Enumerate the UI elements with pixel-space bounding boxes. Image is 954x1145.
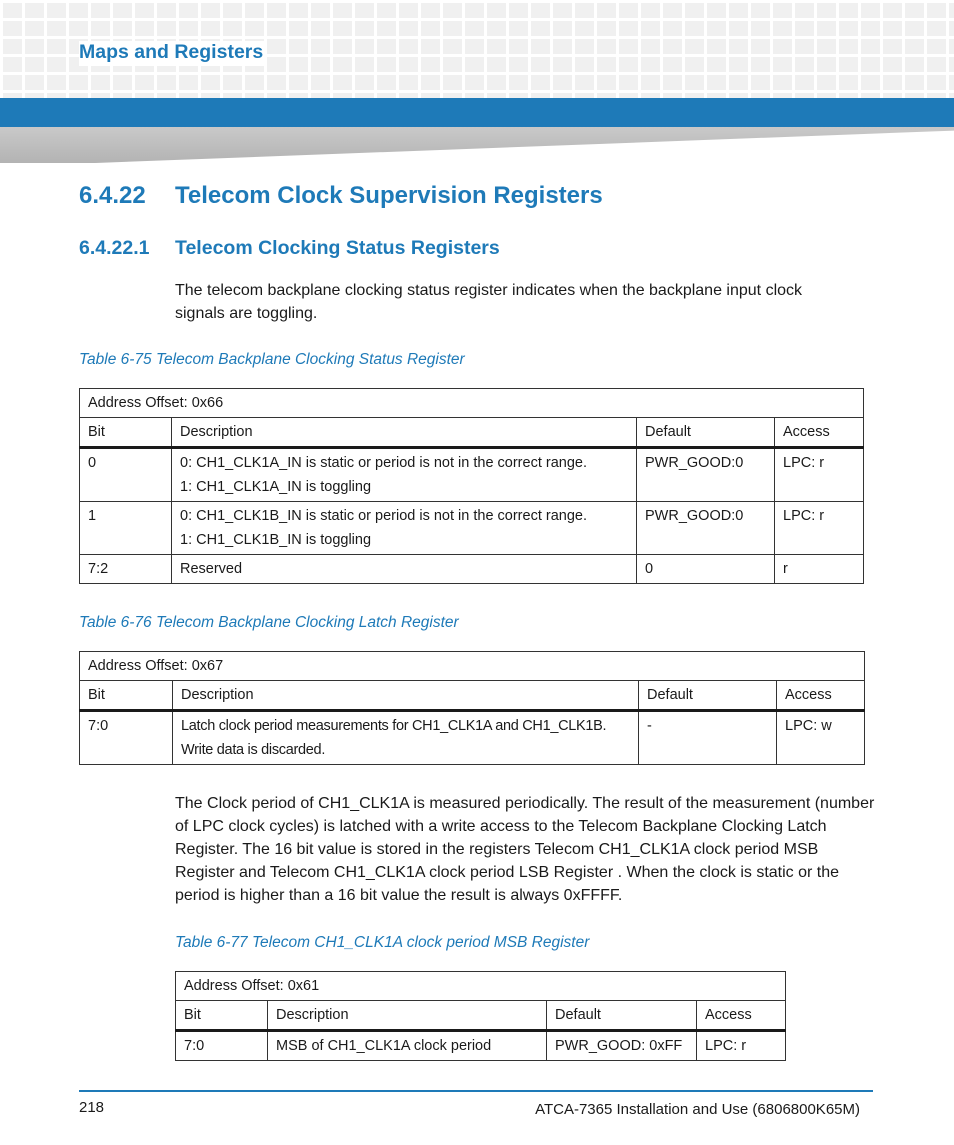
access-cell: LPC: r [697, 1031, 786, 1061]
latch-register-table [79, 651, 865, 765]
table-header-row [176, 1001, 786, 1031]
table-row [80, 555, 864, 584]
default-cell: 0 [637, 555, 775, 584]
table-row [80, 448, 864, 502]
header-description: Description [268, 1001, 547, 1031]
header-access: Access [777, 681, 865, 711]
heading-number: 6.4.22 [79, 182, 146, 209]
table3-caption: Table 6-77 Telecom CH1_CLK1A clock period MSB Register [175, 934, 590, 951]
bit-cell: 7:0 [176, 1031, 268, 1061]
header-description: Description [172, 418, 637, 448]
page-number: 218 [79, 1099, 105, 1116]
description-line: 1: CH1_CLK1A_IN is toggling [180, 479, 372, 495]
heading-text: Telecom Clocking Status Registers [175, 237, 500, 259]
access-cell: r [775, 555, 864, 584]
table-row [176, 1031, 786, 1061]
header-default: Default [547, 1001, 697, 1031]
body-paragraph: The Clock period of CH1_CLK1A is measured periodically. The result of the measurement (number of LPC clock cycles) is latched with a write access to the Telecom Backplane Clocking Latch Register. The 16 bit value is stored in the registers Telecom CH1_CLK1A clock period MSB Register and Telecom CH1_CLK1A clock period LSB Register . When the clock is static or the period is higher than a 16 bit value the result is always 0xFFFF. [175, 795, 875, 904]
table-row [80, 502, 864, 555]
access-cell: LPC: r [775, 502, 864, 555]
description-cell: MSB of CH1_CLK1A clock period [268, 1031, 547, 1061]
description-line: 0: CH1_CLK1B_IN is static or period is not in the correct range. [180, 508, 587, 524]
header-blue-band [0, 98, 954, 127]
table-row [80, 711, 865, 765]
description-cell [173, 711, 639, 765]
bit-cell: 7:2 [80, 555, 172, 584]
table-header-row [80, 681, 865, 711]
table-header-row [80, 418, 864, 448]
default-cell: - [639, 711, 777, 765]
intro-paragraph: The telecom backplane clocking status register indicates when the backplane input clock signals are toggling. [175, 282, 803, 322]
address-offset: Address Offset: 0x67 [80, 652, 865, 681]
address-offset: Address Offset: 0x61 [176, 972, 786, 1001]
header-bit: Bit [176, 1001, 268, 1031]
description-line: 0: CH1_CLK1A_IN is static or period is not in the correct range. [180, 455, 587, 471]
bit-cell: 0 [80, 448, 172, 502]
heading-text: Telecom Clock Supervision Registers [175, 182, 603, 209]
description-cell: Reserved [172, 555, 637, 584]
section-title: Maps and Registers [79, 41, 265, 66]
bit-cell: 7:0 [80, 711, 173, 765]
access-cell: LPC: w [777, 711, 865, 765]
header-access: Access [697, 1001, 786, 1031]
default-cell: PWR_GOOD:0 [637, 448, 775, 502]
table2-caption: Table 6-76 Telecom Backplane Clocking Latch Register [79, 614, 459, 631]
heading-number: 6.4.22.1 [79, 237, 150, 259]
document-title: ATCA-7365 Installation and Use (6806800K65M) [535, 1101, 860, 1118]
description-line: 1: CH1_CLK1B_IN is toggling [180, 532, 372, 548]
header-access: Access [775, 418, 864, 448]
footer-rule [79, 1090, 873, 1092]
table1-caption: Table 6-75 Telecom Backplane Clocking Status Register [79, 351, 465, 368]
description-cell [172, 448, 637, 502]
header-default: Default [639, 681, 777, 711]
description-line: Latch clock period measurements for CH1_CLK1A and CH1_CLK1B. [181, 718, 607, 734]
header-bit: Bit [80, 418, 172, 448]
description-cell [172, 502, 637, 555]
header-default: Default [637, 418, 775, 448]
header-description: Description [173, 681, 639, 711]
header-bit: Bit [80, 681, 173, 711]
address-offset: Address Offset: 0x66 [80, 389, 864, 418]
msb-register-table [175, 971, 786, 1061]
default-cell: PWR_GOOD:0 [637, 502, 775, 555]
description-line: Write data is discarded. [181, 742, 326, 758]
bit-cell: 1 [80, 502, 172, 555]
heading-6-4-22 [79, 182, 603, 210]
header-gray-swoosh [0, 127, 954, 163]
heading-6-4-22-1 [79, 237, 500, 260]
default-cell: PWR_GOOD: 0xFF [547, 1031, 697, 1061]
access-cell: LPC: r [775, 448, 864, 502]
status-register-table [79, 388, 864, 584]
